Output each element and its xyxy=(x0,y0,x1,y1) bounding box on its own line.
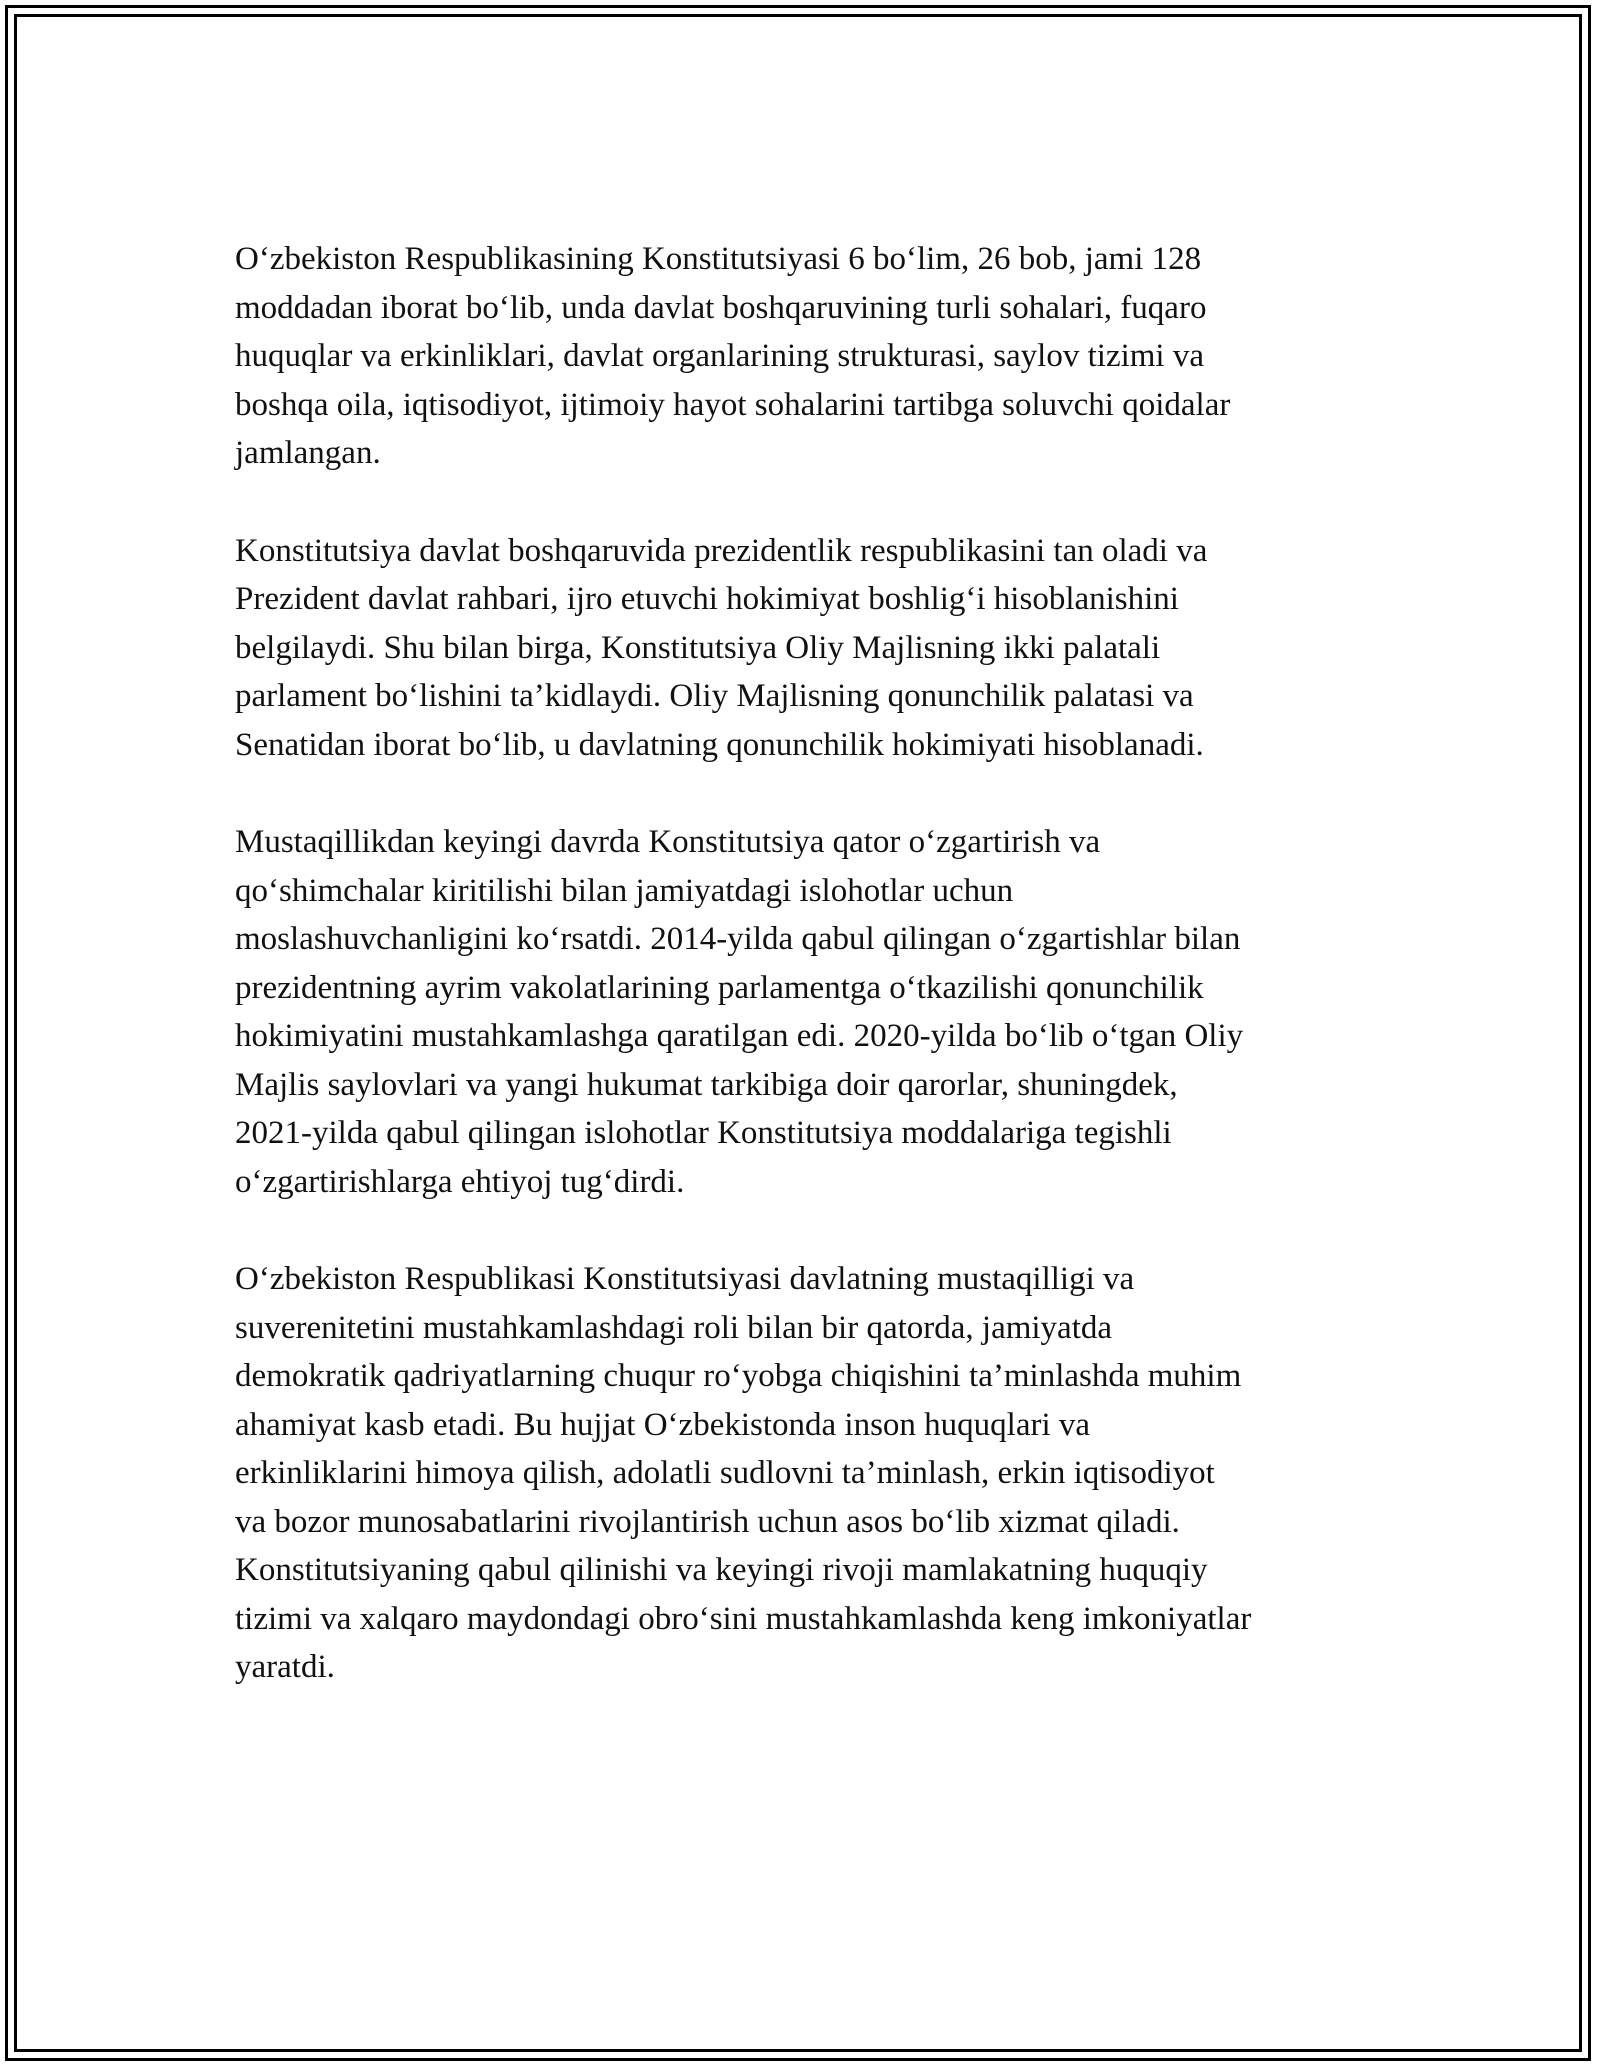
text-line: hokimiyatini mustahkamlashga qaratilgan edi. 2020-yilda bo‘lib o‘tgan Oliy xyxy=(235,1018,1244,1054)
text-line: O‘zbekiston Respublikasining Konstitutsiyasi 6 bo‘lim, 26 bob, jami 128 xyxy=(235,241,1202,277)
text-line: va bozor munosabatlarini rivojlantirish uchun asos bo‘lib xizmat qiladi. xyxy=(235,1503,1180,1540)
text-line: Majlis saylovlari va yangi hukumat tarkibiga doir qarorlar, shuningdek, xyxy=(235,1066,1178,1103)
text-line: 2021-yilda qabul qilingan islohotlar Konstitutsiya moddalariga tegishli xyxy=(235,1115,1172,1151)
text-line: huquqlar va erkinliklari, davlat organlarining strukturasi, saylov tizimi va xyxy=(235,338,1204,374)
text-line: prezidentning ayrim vakolatlarining parlamentga o‘tkazilishi qonunchilik xyxy=(235,969,1204,1006)
text-line: Senatidan iborat bo‘lib, u davlatning qonunchilik hokimiyati hisoblanadi. xyxy=(235,726,1204,763)
document-body xyxy=(235,235,1375,1741)
text-line: moslashuvchanligini ko‘rsatdi. 2014-yilda qabul qilingan o‘zgartishlar bilan xyxy=(235,921,1241,957)
text-line: demokratik qadriyatlarning chuqur ro‘yobga chiqishini ta’minlashda muhim xyxy=(235,1358,1242,1394)
text-line: erkinliklarini himoya qilish, adolatli sudlovni ta’minlash, erkin iqtisodiyot xyxy=(235,1455,1215,1491)
paragraph-4 xyxy=(235,1255,1375,1692)
text-line: jamlangan. xyxy=(235,435,381,471)
text-line: suverenitetini mustahkamlashdagi roli bilan bir qatorda, jamiyatda xyxy=(235,1309,1113,1346)
text-line: qo‘shimchalar kiritilishi bilan jamiyatdagi islohotlar uchun xyxy=(235,872,1014,909)
paragraph-1 xyxy=(235,235,1375,478)
text-line: Konstitutsiya davlat boshqaruvida prezidentlik respublikasini tan oladi va xyxy=(235,532,1208,569)
paragraph-2 xyxy=(235,527,1375,770)
paragraph-3 xyxy=(235,818,1375,1206)
text-line: boshqa oila, iqtisodiyot, ijtimoiy hayot sohalarini tartibga soluvchi qoidalar xyxy=(235,386,1231,423)
text-line: tizimi va xalqaro maydondagi obro‘sini mustahkamlashda keng imkoniyatlar xyxy=(235,1600,1252,1637)
text-line: Konstitutsiyaning qabul qilinishi va keyingi rivoji mamlakatning huquqiy xyxy=(235,1552,1208,1588)
text-line: moddadan iborat bo‘lib, unda davlat boshqaruvining turli sohalari, fuqaro xyxy=(235,289,1207,326)
text-line: Prezident davlat rahbari, ijro etuvchi hokimiyat boshlig‘i hisoblanishini xyxy=(235,581,1179,617)
text-line: ahamiyat kasb etadi. Bu hujjat O‘zbekistonda inson huquqlari va xyxy=(235,1406,1091,1443)
text-line: O‘zbekiston Respublikasi Konstitutsiyasi davlatning mustaqilligi va xyxy=(235,1261,1135,1297)
text-line: o‘zgartirishlarga ehtiyoj tug‘dirdi. xyxy=(235,1163,685,1200)
text-line: yaratdi. xyxy=(235,1649,335,1685)
text-line: belgilaydi. Shu bilan birga, Konstitutsiya Oliy Majlisning ikki palatali xyxy=(235,629,1161,666)
text-line: parlament bo‘lishini ta’kidlaydi. Oliy Majlisning qonunchilik palatasi va xyxy=(235,678,1194,714)
text-line: Mustaqillikdan keyingi davrda Konstitutsiya qator o‘zgartirish va xyxy=(235,824,1101,860)
